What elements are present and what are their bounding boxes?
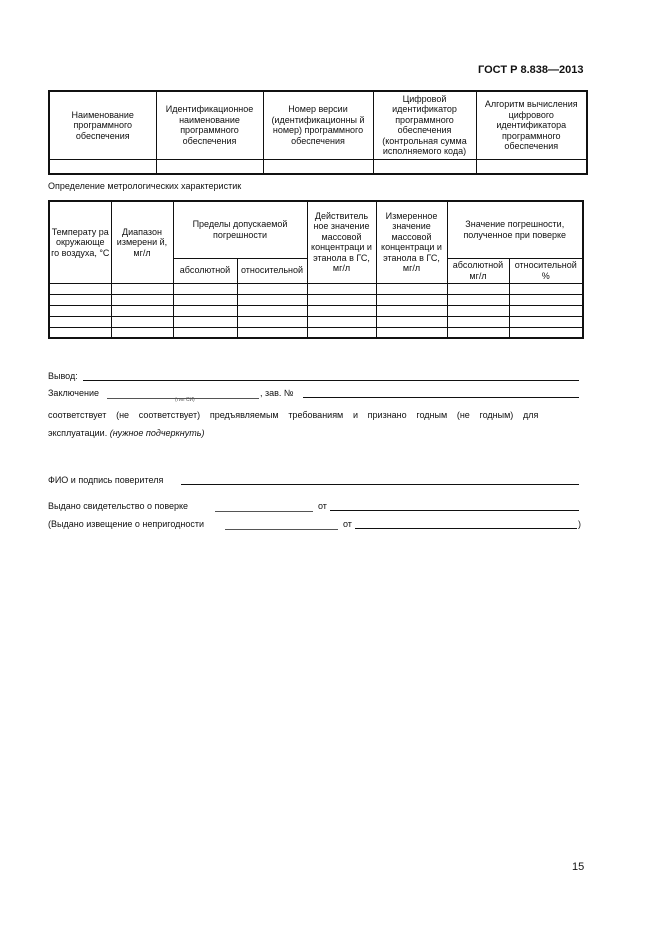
header-err-rel: относительной % <box>509 258 583 283</box>
header-temperature: Температу ра окружающе го воздуха, °С <box>49 201 111 283</box>
section-title: Определение метрологических характеристик <box>48 181 242 191</box>
underline-hint: (нужное подчеркнуть) <box>109 428 205 438</box>
notice-from-label: от <box>343 519 352 529</box>
conclusion-label: Вывод: <box>48 371 78 381</box>
table-row <box>49 283 583 294</box>
table-row <box>49 294 583 305</box>
header-actual: Действитель ное значение массовой концентраци и этанола в ГС, мг/л <box>307 201 376 283</box>
header-cell: Цифровой идентификатор программного обеспечения (контрольная сумма исполняемого кода) <box>373 91 476 159</box>
standard-header: ГОСТ Р 8.838—2013 <box>478 64 584 76</box>
header-abs: абсолютной <box>173 258 237 283</box>
table-cell[interactable] <box>156 159 263 174</box>
table-cell[interactable] <box>373 159 476 174</box>
table-cell[interactable] <box>263 159 373 174</box>
notice-label: (Выдано извещение о непригодности <box>48 519 205 529</box>
table-header-row <box>49 91 587 159</box>
header-cell: Наименование программного обеспечения <box>49 91 156 159</box>
metrology-table <box>48 200 584 339</box>
header-cell: Идентификационное наименование программного обеспечения <box>156 91 263 159</box>
table-cell[interactable] <box>476 159 587 174</box>
serial-label: , зав. № <box>260 388 294 398</box>
header-error: Значение погрешности, полученное при поверке <box>447 201 583 258</box>
header-range: Диапазон измерени й, мг/л <box>111 201 173 283</box>
header-measured: Измеренное значение массовой концентраци и этанола в ГС, мг/л <box>376 201 447 283</box>
table-row <box>49 327 583 338</box>
table-row <box>49 159 587 174</box>
software-table <box>48 90 588 175</box>
certificate-from-label: от <box>318 501 327 511</box>
verdict-label: Заключение <box>48 388 99 398</box>
header-cell: Номер версии (идентификационны й номер) программного обеспечения <box>263 91 373 159</box>
header-rel: относительной <box>237 258 307 283</box>
table-row <box>49 305 583 316</box>
header-err-abs: абсолютной мг/л <box>447 258 509 283</box>
notice-number-field[interactable] <box>225 519 338 530</box>
page-number: 15 <box>572 861 585 873</box>
conclusion-field[interactable] <box>83 370 579 381</box>
certificate-label: Выдано свидетельство о поверке <box>48 501 189 511</box>
certificate-date-field[interactable] <box>330 500 579 511</box>
table-cell[interactable] <box>49 159 156 174</box>
verifier-field[interactable] <box>181 474 579 485</box>
notice-date-field[interactable] <box>355 518 577 529</box>
close-paren: ) <box>578 519 581 529</box>
statement-text-2: эксплуатации. <box>48 428 108 438</box>
header-cell: Алгоритм вычисления цифрового идентификатора программного обеспечения <box>476 91 587 159</box>
verifier-label: ФИО и подпись поверителя <box>48 475 164 485</box>
si-type-hint: (тип СИ) <box>175 397 195 403</box>
statement-text: соответствует (не соответствует) предъявляемым требованиям и признано годным (не годным) для <box>48 410 539 420</box>
table-row <box>49 316 583 327</box>
serial-field[interactable] <box>303 387 579 398</box>
header-limits: Пределы допускаемой погрешности <box>173 201 307 258</box>
certificate-number-field[interactable] <box>215 501 313 512</box>
